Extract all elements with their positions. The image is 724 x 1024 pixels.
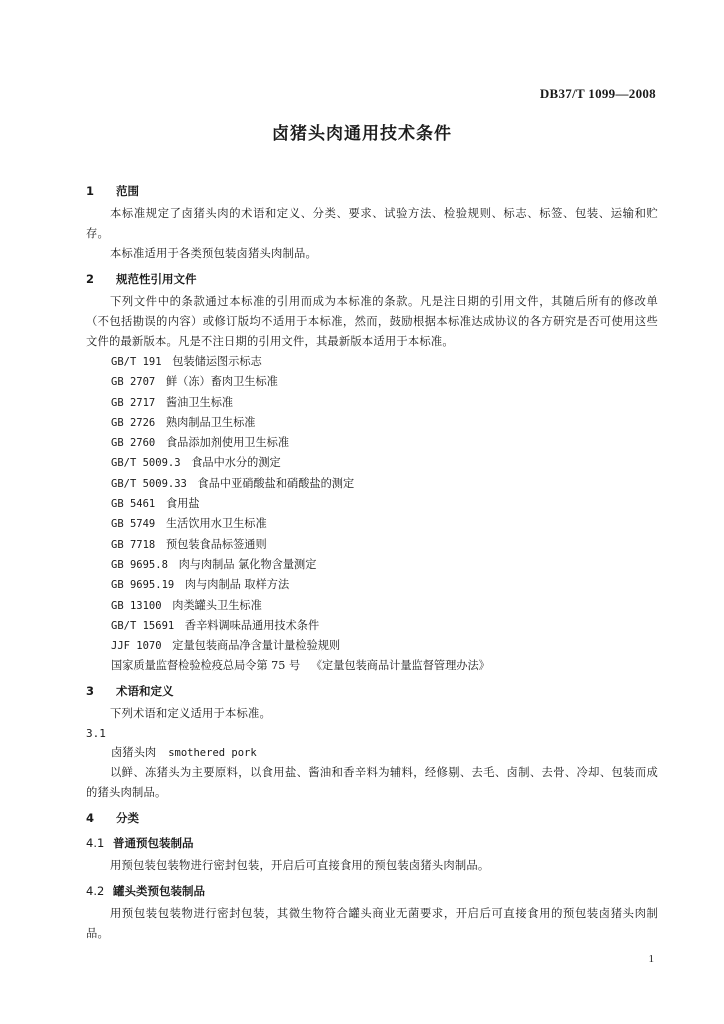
reference-item [86, 494, 658, 514]
subsection-heading-4-2 [86, 881, 658, 901]
reference-code: GB 2760 [111, 437, 156, 450]
section-heading-3 [86, 681, 658, 701]
document-title: 卤猪头肉通用技术条件 [272, 124, 452, 144]
document-body [86, 181, 658, 944]
reference-item [86, 596, 658, 616]
reference-name: 生活饮用水卫生标准 [165, 517, 267, 531]
subsection-title: 罐头类预包装制品 [113, 883, 205, 898]
reference-list [86, 352, 658, 676]
reference-code: 国家质量监督检验检疫总局令第 75 号 [111, 659, 301, 673]
reference-item [86, 535, 658, 555]
reference-name: 食品中亚硝酸盐和硝酸盐的测定 [197, 476, 355, 490]
term-entry [86, 743, 658, 763]
reference-name: 酱油卫生标准 [165, 395, 234, 409]
reference-code: JJF 1070 [111, 640, 162, 653]
subsection-title: 普通预包装制品 [113, 835, 194, 850]
standard-code: DB37/T 1099—2008 [539, 86, 656, 101]
term-chinese: 卤猪头肉 [111, 745, 157, 759]
reference-code: GB/T 5009.33 [111, 477, 187, 490]
reference-name: 包装储运图示标志 [172, 355, 262, 368]
section-number: 1 [86, 184, 95, 198]
reference-item [86, 514, 658, 534]
reference-item [86, 352, 658, 372]
reference-code: GB 5461 [111, 498, 156, 511]
section-number: 2 [86, 272, 95, 286]
subsection-heading-4-1 [86, 833, 658, 853]
reference-item [86, 656, 658, 675]
paragraph: 用预包装包装物进行密封包装，开启后可直接食用的预包装卤猪头肉制品。 [110, 858, 490, 872]
reference-code: GB 2707 [111, 376, 156, 389]
reference-code: GB 2717 [111, 396, 156, 409]
reference-code: GB 9695.19 [111, 579, 175, 592]
reference-code: GB 9695.8 [111, 558, 168, 571]
reference-item [86, 474, 658, 494]
reference-code: GB 7718 [111, 538, 156, 551]
section-number: 4 [86, 810, 95, 825]
reference-name: 预包装食品标签通则 [165, 537, 267, 551]
reference-item [86, 616, 658, 636]
subsection-number: 3.1 [86, 726, 106, 740]
reference-item [86, 636, 658, 656]
subsection-number: 4.2 [86, 883, 105, 898]
reference-item [86, 372, 658, 392]
reference-code: GB 5749 [111, 518, 156, 531]
paragraph: 本标准规定了卤猪头肉的术语和定义、分类、要求、试验方法、检验规则、标志、标签、包装、运输和贮存。 [86, 207, 658, 240]
reference-code: GB/T 15691 [111, 619, 175, 632]
section-heading-4 [86, 808, 658, 828]
reference-item [86, 393, 658, 413]
section-heading-2 [86, 269, 658, 289]
reference-item [86, 575, 658, 595]
reference-code: GB 13100 [111, 599, 162, 612]
reference-name: 食品添加剂使用卫生标准 [165, 436, 290, 450]
reference-name: 食用盐 [165, 497, 200, 511]
paragraph: 下列文件中的条款通过本标准的引用而成为本标准的条款。凡是注日期的引用文件，其随后所有的修改单（不包括勘误的内容）或修订版均不适用于本标准，然而，鼓励根据本标准达成协议的各方研究是否可使用这些文件的最新版本。凡是不注日期的引用文件，其最新版本适用于本标准。 [86, 295, 658, 348]
reference-code: GB/T 191 [111, 356, 162, 368]
paragraph: 下列术语和定义适用于本标准。 [110, 706, 271, 720]
section-title: 规范性引用文件 [116, 272, 197, 286]
page-number: 1 [648, 953, 654, 965]
reference-code: GB/T 5009.3 [111, 457, 181, 470]
reference-name: 香辛料调味品通用技术条件 [184, 618, 320, 632]
section-number: 3 [86, 683, 95, 698]
reference-name: 肉与肉制品 取样方法 [184, 578, 290, 592]
term-english: smothered pork [168, 746, 257, 759]
reference-code: GB 2726 [111, 416, 156, 429]
reference-name: 定量包装商品净含量计量检验规则 [172, 639, 341, 653]
term-definition: 以鲜、冻猪头为主要原料，以食用盐、酱油和香辛料为辅料，经修剔、去毛、卤制、去骨、冷却、包装而成的猪头肉制品。 [86, 765, 658, 799]
section-title: 范围 [116, 184, 139, 198]
reference-name: 食品中水分的测定 [191, 456, 281, 470]
reference-name: 熟肉制品卫生标准 [165, 415, 256, 429]
reference-name: 鲜（冻）畜肉卫生标准 [165, 375, 278, 389]
reference-name: 《定量包装商品计量监督管理办法》 [310, 659, 490, 673]
subsection-number: 4.1 [86, 835, 105, 850]
reference-item [86, 413, 658, 433]
reference-item [86, 453, 658, 473]
reference-item [86, 555, 658, 575]
section-title: 分类 [116, 810, 139, 825]
paragraph: 用预包装包装物进行密封包装，其微生物符合罐头商业无菌要求，开启后可直接食用的预包装卤猪头肉制品。 [86, 906, 658, 940]
reference-item [86, 433, 658, 453]
reference-name: 肉与肉制品 氯化物含量测定 [178, 557, 317, 571]
reference-name: 肉类罐头卫生标准 [172, 598, 262, 612]
section-heading-1 [86, 181, 658, 201]
section-title: 术语和定义 [116, 683, 174, 698]
paragraph: 本标准适用于各类预包装卤猪头肉制品。 [110, 247, 317, 260]
